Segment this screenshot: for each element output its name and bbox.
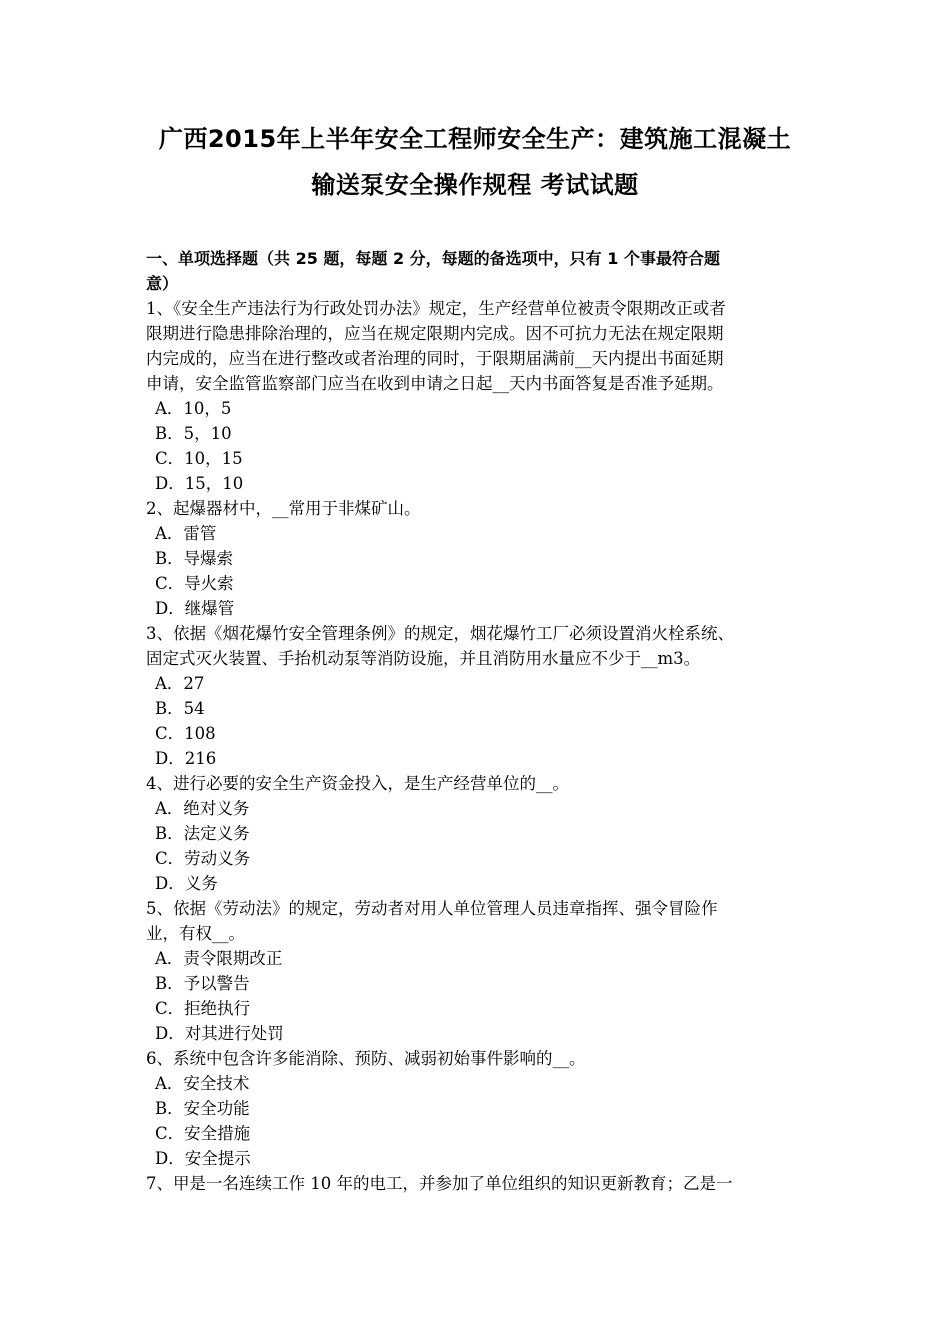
answer-option: B．予以警告 — [155, 974, 250, 993]
answer-option: D．对其进行处罚 — [155, 1024, 284, 1043]
question-list — [146, 296, 814, 1196]
answer-option: A．绝对义务 — [155, 799, 250, 818]
answer-option: C．安全措施 — [155, 1124, 251, 1143]
answer-option: C．拒绝执行 — [155, 999, 251, 1018]
title-line-1: 广西2015年上半年安全工程师安全生产：建筑施工混凝土 — [158, 125, 792, 153]
question-text-line: 内完成的，应当在进行整改或者治理的同时，于限期届满前__天内提出书面延期 — [146, 349, 724, 368]
question-text-line: 7、甲是一名连续工作 10 年的电工，并参加了单位组织的知识更新教育；乙是一 — [146, 1174, 733, 1193]
question-text-line: 5、依据《劳动法》的规定，劳动者对用人单位管理人员违章指挥、强令冒险作 — [146, 899, 718, 918]
title-line-2: 输送泵安全操作规程 考试试题 — [311, 171, 639, 199]
question-text-line: 4、进行必要的安全生产资金投入，是生产经营单位的__。 — [146, 774, 569, 793]
question-text-line: 3、依据《烟花爆竹安全管理条例》的规定，烟花爆竹工厂必须设置消火栓系统、 — [146, 624, 734, 643]
answer-option: D．继爆管 — [155, 599, 235, 618]
question-text-line: 2、起爆器材中，__常用于非煤矿山。 — [146, 499, 421, 518]
answer-option: B．导爆索 — [155, 549, 234, 568]
answer-option: C．10，15 — [155, 449, 243, 468]
answer-option: A．27 — [155, 674, 205, 693]
question-item — [146, 896, 814, 1046]
answer-option: C．导火索 — [155, 574, 234, 593]
question-text-line: 业，有权__。 — [146, 924, 245, 943]
question-text-line: 限期进行隐患排除治理的，应当在规定限期内完成。因不可抗力无法在规定限期 — [146, 324, 724, 343]
answer-option: C．劳动义务 — [155, 849, 251, 868]
question-text-line: 1、《安全生产违法行为行政处罚办法》规定，生产经营单位被责令限期改正或者 — [146, 299, 726, 318]
answer-option: C．108 — [155, 724, 216, 743]
section-heading-line-1: 一、单项选择题（共 25 题，每题 2 分，每题的备选项中，只有 1 个事最符合题 — [146, 249, 720, 268]
answer-option: A．10，5 — [155, 399, 232, 418]
answer-option: B．安全功能 — [155, 1099, 250, 1118]
question-item — [146, 621, 814, 771]
section-heading-line-2: 意） — [146, 274, 179, 293]
answer-option: D．义务 — [155, 874, 218, 893]
document-body — [146, 246, 814, 1196]
document-title — [80, 116, 870, 208]
question-text-line: 6、系统中包含许多能消除、预防、减弱初始事件影响的__。 — [146, 1049, 586, 1068]
answer-option: D．安全提示 — [155, 1149, 251, 1168]
answer-option: B．54 — [155, 699, 205, 718]
answer-option: A．责令限期改正 — [155, 949, 283, 968]
answer-option: A．雷管 — [155, 524, 217, 543]
question-text-line: 申请，安全监管监察部门应当在收到申请之日起__天内书面答复是否准予延期。 — [146, 374, 724, 393]
question-item — [146, 1171, 814, 1196]
section-heading — [146, 246, 814, 296]
question-item — [146, 496, 814, 621]
answer-option: D．15，10 — [155, 474, 244, 493]
answer-option: B．法定义务 — [155, 824, 250, 843]
answer-option: D．216 — [155, 749, 217, 768]
answer-option: B．5，10 — [155, 424, 232, 443]
question-item — [146, 1046, 814, 1171]
question-item — [146, 296, 814, 496]
answer-option: A．安全技术 — [155, 1074, 250, 1093]
question-text-line: 固定式灭火装置、手抬机动泵等消防设施，并且消防用水量应不少于__m3。 — [146, 649, 701, 668]
question-item — [146, 771, 814, 896]
